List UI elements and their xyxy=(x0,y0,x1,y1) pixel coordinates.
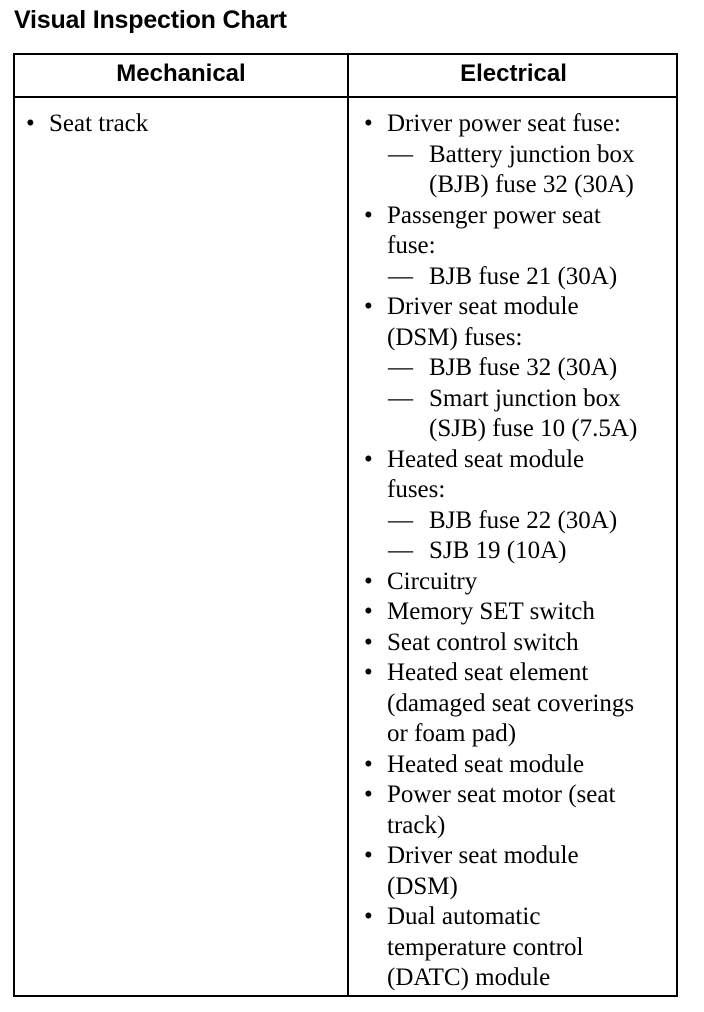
item-text: fuse: xyxy=(387,232,436,259)
item-text: Heated seat module xyxy=(387,445,585,473)
electrical-item-cont xyxy=(361,963,676,994)
bullet-icon: • xyxy=(364,201,373,229)
item-text: Seat control switch xyxy=(387,628,579,656)
item-text: Dual automatic xyxy=(387,903,541,930)
item-text: Smart junction box xyxy=(429,384,621,412)
electrical-item-cont xyxy=(361,719,676,750)
electrical-item xyxy=(361,750,676,781)
item-text: Driver power seat fuse: xyxy=(387,110,621,137)
mechanical-item xyxy=(23,109,341,140)
item-text: track) xyxy=(387,811,446,839)
electrical-item xyxy=(361,841,676,872)
dash-icon: — xyxy=(388,140,413,168)
bullet-icon: • xyxy=(364,781,373,808)
column-divider xyxy=(347,55,349,995)
electrical-item xyxy=(361,201,676,232)
bullet-icon: • xyxy=(364,293,373,320)
electrical-item-cont xyxy=(361,933,676,964)
bullet-icon: • xyxy=(364,567,373,595)
item-text: Heated seat element xyxy=(387,659,589,686)
dash-icon: — xyxy=(388,537,413,564)
electrical-item xyxy=(361,597,676,628)
electrical-item xyxy=(361,780,676,811)
bullet-icon: • xyxy=(364,445,373,473)
item-text: Power seat motor (seat xyxy=(387,781,616,808)
item-text: Driver seat module xyxy=(387,842,579,869)
electrical-item xyxy=(361,292,676,323)
electrical-item xyxy=(361,109,676,140)
electrical-subitem-cont xyxy=(361,170,676,201)
electrical-item-cont xyxy=(361,811,676,842)
electrical-item xyxy=(361,902,676,933)
bullet-icon: • xyxy=(364,628,373,656)
dash-icon: — xyxy=(388,384,413,412)
electrical-item xyxy=(361,658,676,689)
item-text: BJB fuse 32 (30A) xyxy=(429,354,618,381)
item-text: (DATC) module xyxy=(387,964,551,991)
electrical-item-cont xyxy=(361,872,676,903)
bullet-icon: • xyxy=(364,750,373,778)
item-text: (BJB) fuse 32 (30A) xyxy=(429,171,634,198)
bullet-icon: • xyxy=(364,842,373,869)
electrical-cell xyxy=(361,109,676,994)
header-rule xyxy=(15,96,676,98)
item-text: BJB fuse 22 (30A) xyxy=(429,506,618,534)
item-text: (damaged seat coverings xyxy=(387,689,635,717)
item-text: Passenger power seat xyxy=(387,201,601,229)
electrical-item-cont xyxy=(361,475,676,506)
electrical-item xyxy=(361,567,676,598)
item-text: SJB 19 (10A) xyxy=(429,537,567,564)
item-text: Circuitry xyxy=(387,567,478,595)
dash-icon: — xyxy=(388,506,413,534)
item-text: temperature control xyxy=(387,933,584,961)
item-text: Memory SET switch xyxy=(387,598,595,625)
item-text: Heated seat module xyxy=(387,750,585,778)
item-text: (SJB) fuse 10 (7.5A) xyxy=(429,415,638,442)
bullet-icon: • xyxy=(364,110,373,137)
dash-icon: — xyxy=(388,262,413,290)
electrical-item xyxy=(361,628,676,659)
item-text: (DSM) fuses: xyxy=(387,323,523,351)
item-text: or foam pad) xyxy=(387,720,517,747)
item-text: Seat track xyxy=(49,110,149,137)
header-mechanical: Mechanical xyxy=(116,60,246,87)
item-text: Battery junction box xyxy=(429,140,635,168)
electrical-subitem xyxy=(361,140,676,171)
electrical-subitem xyxy=(361,353,676,384)
bullet-icon: • xyxy=(364,903,373,930)
bullet-icon: • xyxy=(26,110,35,137)
electrical-subitem-cont xyxy=(361,414,676,445)
inspection-table xyxy=(13,53,678,997)
item-text: fuses: xyxy=(387,476,446,503)
electrical-subitem xyxy=(361,506,676,537)
item-text: Driver seat module xyxy=(387,293,579,320)
electrical-subitem xyxy=(361,262,676,293)
item-text: (DSM) xyxy=(387,872,458,900)
electrical-item-cont xyxy=(361,231,676,262)
bullet-icon: • xyxy=(364,598,373,625)
dash-icon: — xyxy=(388,354,413,381)
item-text: BJB fuse 21 (30A) xyxy=(429,262,618,290)
chart-title: Visual Inspection Chart xyxy=(14,6,287,34)
bullet-icon: • xyxy=(364,659,373,686)
electrical-subitem xyxy=(361,536,676,567)
header-electrical: Electrical xyxy=(460,60,567,87)
electrical-item xyxy=(361,445,676,476)
electrical-subitem xyxy=(361,384,676,415)
electrical-item-cont xyxy=(361,689,676,720)
electrical-item-cont xyxy=(361,323,676,354)
mechanical-cell xyxy=(23,109,341,140)
